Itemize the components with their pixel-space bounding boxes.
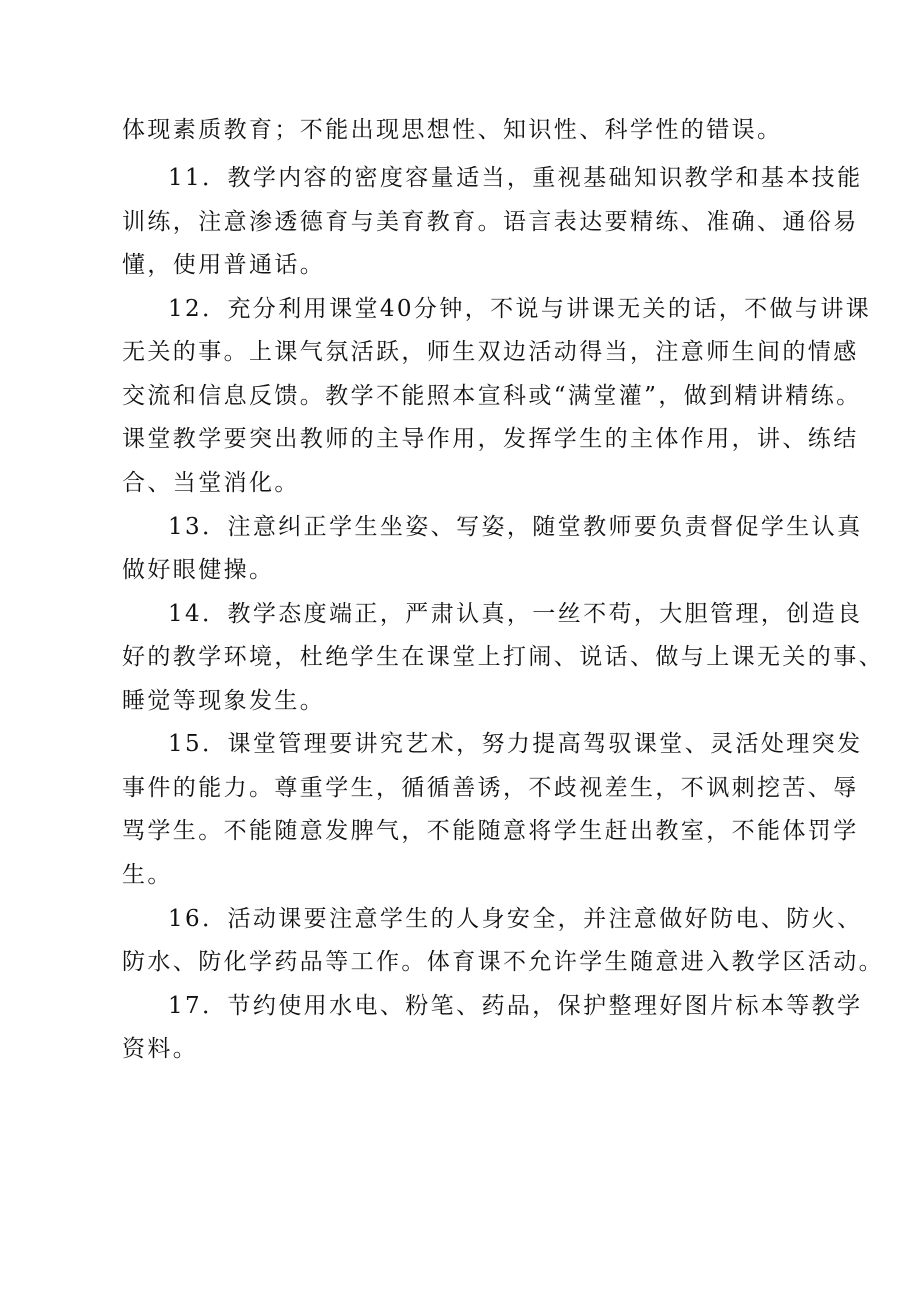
text-line: 防水、防化学药品等工作。体育课不允许学生随意进入教学区活动。: [122, 949, 884, 975]
text-line: 睡觉等现象发生。: [122, 688, 326, 714]
text-line: 骂学生。不能随意发脾气，不能随意将学生赶出教室，不能体罚学: [122, 818, 859, 844]
text-line: 13．注意纠正学生坐姿、写姿，随堂教师要负责督促学生认真: [168, 514, 863, 540]
text-line: 做好眼健操。: [122, 557, 275, 583]
text-line: 11．教学内容的密度容量适当，重视基础知识教学和基本技能: [168, 165, 863, 191]
text-line: 合、当堂消化。: [122, 470, 300, 496]
text-line: 17．节约使用水电、粉笔、药品，保护整理好图片标本等教学: [168, 993, 863, 1019]
text-line: 交流和信息反馈。教学不能照本宣科或“满堂灌”，做到精讲精练。: [122, 383, 862, 409]
text-line: 事件的能力。尊重学生，循循善诱，不歧视差生，不讽刺挖苦、辱: [122, 775, 859, 801]
text-line: 15．课堂管理要讲究艺术，努力提高驾驭课堂、灵活处理突发: [168, 731, 863, 757]
text-line: 12．充分利用课堂40分钟，不说与讲课无关的话，不做与讲课: [168, 296, 872, 322]
text-line: 训练，注意渗透德育与美育教育。语言表达要精练、准确、通俗易: [122, 209, 859, 235]
text-line: 好的教学环境，杜绝学生在课堂上打闹、说话、做与上课无关的事、: [122, 644, 884, 670]
text-line: 体现素质教育；不能出现思想性、知识性、科学性的错误。: [122, 117, 783, 143]
text-line: 懂，使用普通话。: [122, 252, 326, 278]
text-line: 生。: [122, 862, 173, 888]
text-line: 16．活动课要注意学生的人身安全，并注意做好防电、防火、: [168, 906, 863, 932]
text-line: 无关的事。上课气氛活跃，师生双边活动得当，注意师生间的情感: [122, 339, 859, 365]
text-line: 资料。: [122, 1036, 199, 1062]
text-line: 课堂教学要突出教师的主导作用，发挥学生的主体作用，讲、练结: [122, 426, 859, 452]
text-line: 14．教学态度端正，严肃认真，一丝不苟，大胆管理，创造良: [168, 601, 863, 627]
